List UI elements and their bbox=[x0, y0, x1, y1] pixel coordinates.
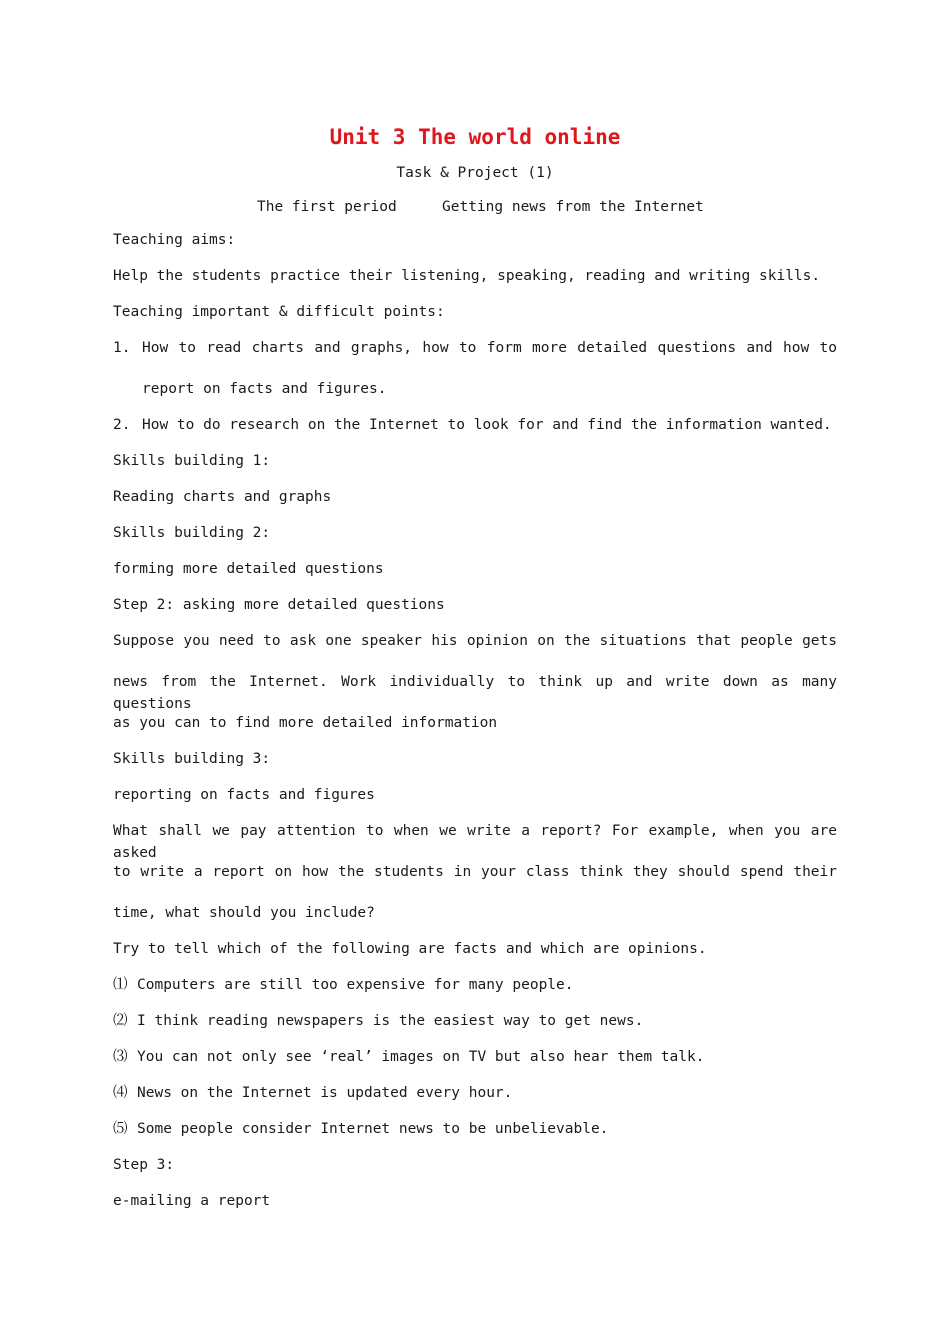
skills-3-label: Skills building 3: bbox=[113, 751, 271, 767]
step-2-line-1: Suppose you need to ask one speaker his opinion on the situations that people gets bbox=[113, 633, 837, 649]
report-line-3: time, what should you include? bbox=[113, 905, 375, 921]
point-2-number: 2. bbox=[113, 417, 131, 433]
list-item: ⑷ News on the Internet is updated every hour. bbox=[113, 1082, 512, 1104]
item-marker: ⑸ bbox=[113, 1121, 128, 1137]
list-item: ⑵ I think reading newspapers is the easiest way to get news. bbox=[113, 1010, 643, 1032]
skills-1-label: Skills building 1: bbox=[113, 453, 271, 469]
step-3-text: e-mailing a report bbox=[113, 1193, 271, 1209]
skills-1-text: Reading charts and graphs bbox=[113, 489, 332, 505]
step-3-label: Step 3: bbox=[113, 1157, 175, 1173]
subtitle: Task & Project (1) bbox=[396, 165, 554, 181]
facts-prompt: Try to tell which of the following are facts and which are opinions. bbox=[113, 941, 707, 957]
list-item: ⑶ You can not only see ‘real’ images on TV but also hear them talk. bbox=[113, 1046, 704, 1068]
skills-2-label: Skills building 2: bbox=[113, 525, 271, 541]
period-topic: Getting news from the Internet bbox=[442, 199, 704, 215]
point-1-line-1: 1. How to read charts and graphs, how to form more detailed questions and how to bbox=[113, 337, 837, 359]
skills-3-text: reporting on facts and figures bbox=[113, 787, 375, 803]
step-2-line-2: news from the Internet. Work individually to think up and write down as many questions bbox=[113, 674, 837, 712]
step-2-label: Step 2: asking more detailed questions bbox=[113, 597, 445, 613]
list-item: ⑸ Some people consider Internet news to be unbelievable. bbox=[113, 1118, 608, 1140]
report-line-2: to write a report on how the students in your class think they should spend their bbox=[113, 864, 837, 880]
period-label: The first period bbox=[257, 199, 397, 215]
important-points-label: Teaching important & difficult points: bbox=[113, 304, 445, 320]
item-marker: ⑶ bbox=[113, 1049, 128, 1065]
skills-2-text: forming more detailed questions bbox=[113, 561, 384, 577]
teaching-aims-label: Teaching aims: bbox=[113, 232, 236, 248]
item-marker: ⑷ bbox=[113, 1085, 128, 1101]
teaching-aims-text: Help the students practice their listening, speaking, reading and writing skills. bbox=[113, 268, 821, 284]
report-line-1: What shall we pay attention to when we write a report? For example, when you are asked bbox=[113, 823, 837, 861]
point-1-line-2: report on facts and figures. bbox=[142, 381, 387, 397]
step-2-line-3: as you can to find more detailed information bbox=[113, 715, 498, 731]
list-item: ⑴ Computers are still too expensive for many people. bbox=[113, 974, 574, 996]
point-1-number: 1. bbox=[113, 340, 131, 356]
point-2: 2. How to do research on the Internet to look for and find the information wanted. bbox=[113, 414, 832, 436]
page-title: Unit 3 The world online bbox=[329, 125, 621, 149]
item-marker: ⑵ bbox=[113, 1013, 128, 1029]
item-marker: ⑴ bbox=[113, 977, 128, 993]
